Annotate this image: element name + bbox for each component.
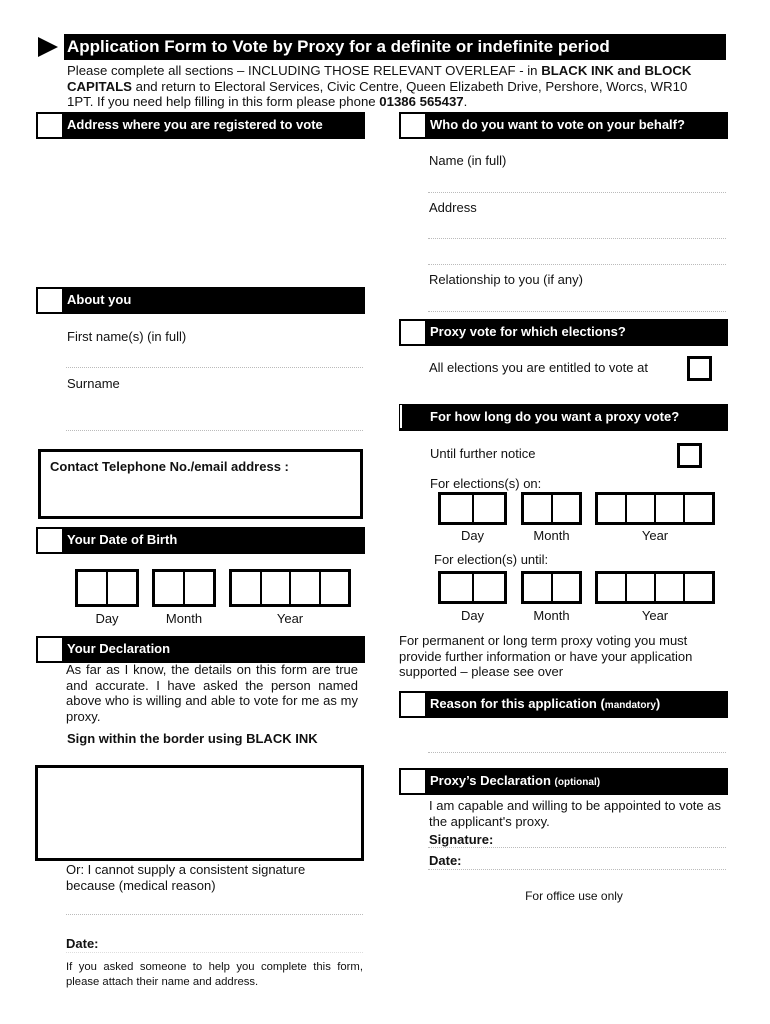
dob-day-boxes[interactable] bbox=[75, 569, 139, 607]
section-heading: Proxy vote for which elections? bbox=[430, 324, 626, 339]
until-month-boxes[interactable] bbox=[521, 571, 582, 604]
section-marker bbox=[37, 528, 63, 553]
until-notice-label: Until further notice bbox=[430, 446, 536, 461]
dob-year-boxes[interactable] bbox=[229, 569, 351, 607]
section-reason bbox=[399, 691, 728, 718]
permanent-note: For permanent or long term proxy voting you must provide further information or have your application supported – please see over bbox=[399, 633, 693, 679]
section-how-long bbox=[399, 404, 728, 431]
section-date-of-birth bbox=[36, 527, 365, 554]
until-month-label: Month bbox=[533, 608, 570, 623]
dob-day-label: Day bbox=[95, 611, 119, 626]
intro-bold1: BLACK INK and BLOCK CAPITALS bbox=[67, 63, 692, 94]
proxy-decl-text: I am capable and willing to be appointed to vote as the applicant's proxy. bbox=[429, 798, 721, 829]
proxy-address-label: Address bbox=[429, 200, 477, 215]
proxy-address-field-1[interactable] bbox=[428, 238, 726, 239]
reason-close: ) bbox=[655, 696, 661, 711]
until-notice-checkbox[interactable] bbox=[677, 443, 702, 468]
section-heading: Address where you are registered to vote bbox=[67, 117, 323, 132]
first-name-field[interactable] bbox=[66, 367, 363, 368]
arrow-icon bbox=[36, 34, 64, 60]
proxy-name-field[interactable] bbox=[428, 192, 726, 193]
section-declaration bbox=[36, 636, 365, 663]
office-use-label: For office use only bbox=[525, 889, 623, 903]
contact-box[interactable] bbox=[38, 449, 363, 519]
intro-text bbox=[67, 63, 717, 110]
form-title-bar bbox=[36, 34, 726, 60]
help-note: If you asked someone to help you complete this form, please attach their name and address. bbox=[66, 961, 363, 988]
section-marker bbox=[400, 320, 426, 345]
intro-part3: . bbox=[463, 94, 468, 109]
declaration-text: As far as I know, the details on this form are true and accurate. I have asked the person named above who is willing and able to vote for me as my proxy. bbox=[66, 662, 358, 724]
on-year-boxes[interactable] bbox=[595, 492, 715, 525]
elections-until-label: For election(s) until: bbox=[434, 552, 549, 567]
proxy-date-field[interactable] bbox=[428, 869, 726, 870]
until-day-label: Day bbox=[460, 608, 485, 623]
section-heading bbox=[430, 769, 600, 795]
sign-instruction: Sign within the border using BLACK INK bbox=[67, 731, 318, 746]
date-field[interactable] bbox=[66, 952, 363, 953]
on-month-boxes[interactable] bbox=[521, 492, 582, 525]
section-about-you bbox=[36, 287, 365, 314]
reason-field[interactable] bbox=[428, 752, 726, 753]
proxy-signature-label: Signature: bbox=[429, 832, 494, 847]
dob-month-label: Month bbox=[165, 611, 203, 626]
section-marker bbox=[400, 769, 426, 794]
section-which-elections bbox=[399, 319, 728, 346]
on-day-label: Day bbox=[460, 528, 485, 543]
section-heading: Who do you want to vote on your behalf? bbox=[430, 117, 685, 132]
first-name-label: First name(s) (in full) bbox=[67, 329, 187, 344]
surname-field[interactable] bbox=[66, 430, 363, 431]
on-year-label: Year bbox=[641, 528, 669, 543]
section-who-proxy bbox=[399, 112, 728, 139]
until-year-boxes[interactable] bbox=[595, 571, 715, 604]
intro-part1: Please complete all sections – INCLUDING THOSE RELEVANT OVERLEAF - in bbox=[67, 63, 542, 78]
section-address-registered bbox=[36, 112, 365, 139]
cannot-sign-label: Or: I cannot supply a consistent signature because (medical reason) bbox=[66, 862, 306, 893]
surname-label: Surname bbox=[67, 376, 120, 391]
proxy-decl-heading: Proxy’s Declaration bbox=[430, 773, 555, 788]
relationship-field[interactable] bbox=[428, 311, 726, 312]
section-heading: Your Date of Birth bbox=[67, 532, 178, 547]
registered-address-field[interactable] bbox=[66, 140, 363, 280]
date-label: Date: bbox=[66, 936, 99, 951]
form-title: Application Form to Vote by Proxy for a definite or indefinite period bbox=[67, 37, 610, 56]
on-day-boxes[interactable] bbox=[438, 492, 507, 525]
reason-heading: Reason for this application ( bbox=[430, 696, 605, 711]
section-heading: Your Declaration bbox=[67, 641, 171, 656]
section-marker bbox=[37, 113, 63, 138]
elections-on-label: For elections(s) on: bbox=[430, 476, 542, 491]
section-marker bbox=[37, 288, 63, 313]
on-month-label: Month bbox=[533, 528, 570, 543]
section-heading bbox=[430, 692, 660, 718]
section-proxy-declaration bbox=[399, 768, 728, 795]
relationship-label: Relationship to you (if any) bbox=[429, 272, 583, 287]
intro-part2: and return to Electoral Services, Civic Centre, Queen Elizabeth Drive, Pershore, Worcs, WR10 1PT. If you need help filling in this form please phone bbox=[67, 78, 688, 109]
dob-year-label: Year bbox=[276, 611, 304, 626]
section-heading: For how long do you want a proxy vote? bbox=[430, 409, 680, 424]
section-marker bbox=[400, 405, 402, 428]
proxy-name-label: Name (in full) bbox=[429, 153, 507, 168]
intro-phone: 01386 565437 bbox=[379, 94, 464, 109]
proxy-address-field-2[interactable] bbox=[428, 264, 726, 265]
reason-mandatory: mandatory bbox=[604, 700, 656, 711]
medical-reason-field[interactable] bbox=[66, 914, 363, 915]
signature-box[interactable] bbox=[35, 765, 364, 861]
contact-label: Contact Telephone No./email address : bbox=[50, 459, 289, 474]
proxy-signature-field[interactable] bbox=[428, 847, 726, 848]
proxy-date-label: Date: bbox=[429, 853, 462, 868]
until-year-label: Year bbox=[641, 608, 669, 623]
section-marker bbox=[400, 113, 426, 138]
section-marker bbox=[400, 692, 426, 717]
section-marker bbox=[37, 637, 63, 662]
until-day-boxes[interactable] bbox=[438, 571, 507, 604]
dob-month-boxes[interactable] bbox=[152, 569, 216, 607]
section-heading: About you bbox=[67, 292, 132, 307]
all-elections-label: All elections you are entitled to vote at bbox=[429, 360, 648, 375]
all-elections-checkbox[interactable] bbox=[687, 356, 712, 381]
proxy-decl-optional: (optional) bbox=[554, 777, 601, 788]
